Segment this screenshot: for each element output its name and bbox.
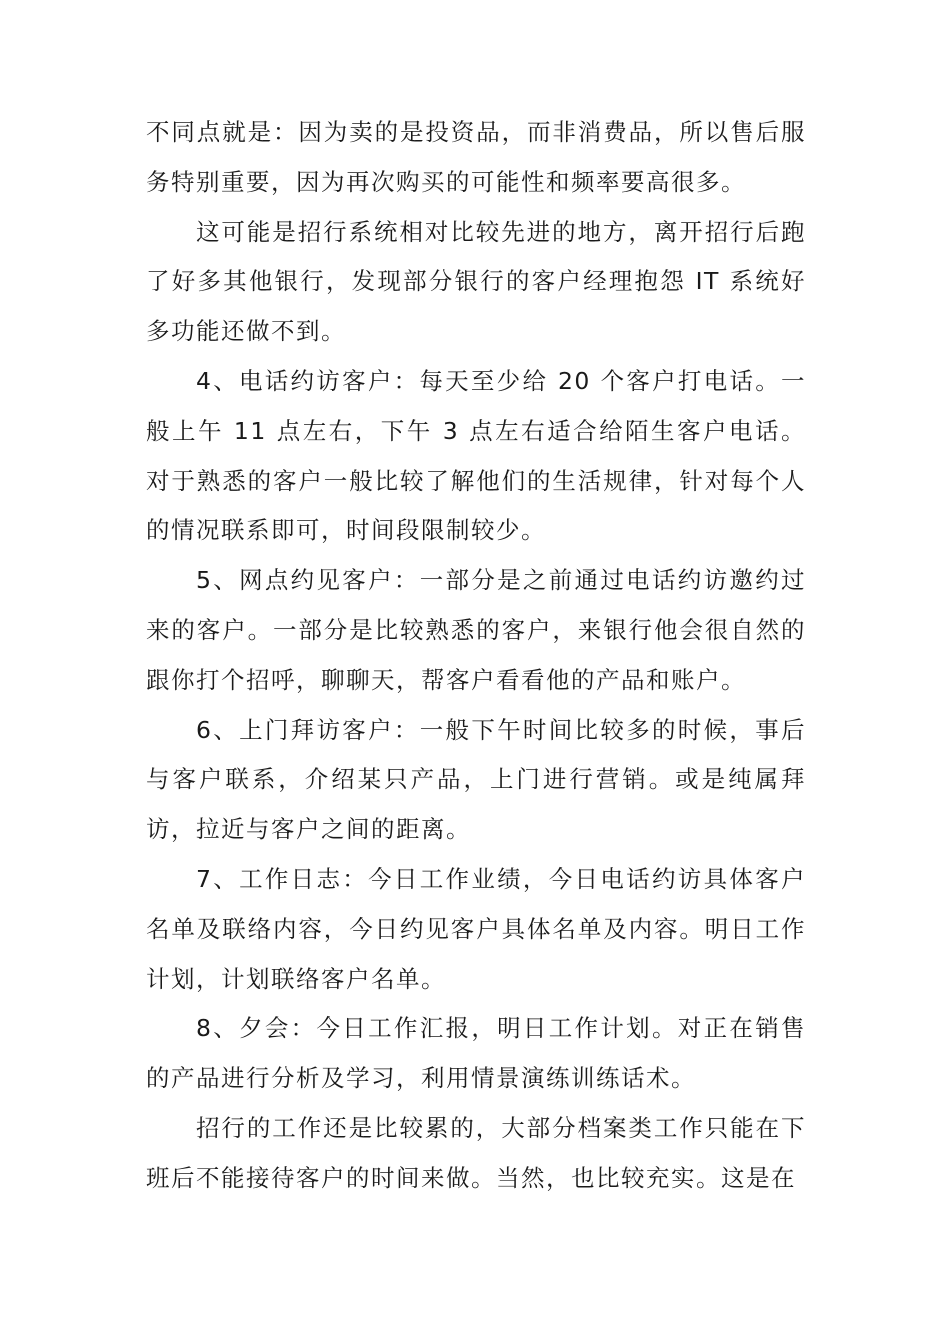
document-body <box>146 108 806 1204</box>
paragraph-it-system: 这可能是招行系统相对比较先进的地方，离开招行后跑了好多其他银行，发现部分银行的客户经理抱怨 IT 系统好多功能还做不到。 <box>146 217 806 346</box>
paragraph-after-sales: 不同点就是：因为卖的是投资品，而非消费品，所以售后服务特别重要，因为再次购买的可能性和频率要高很多。 <box>146 118 806 196</box>
paragraph-workload: 招行的工作还是比较累的，大部分档案类工作只能在下班后不能接待客户的时间来做。当然，也比较充实。这是在 <box>146 1113 806 1192</box>
paragraph-home-visits: 6、上门拜访客户：一般下午时间比较多的时候，事后与客户联系，介绍某只产品，上门进行营销。或是纯属拜访，拉近与客户之间的距离。 <box>146 715 806 844</box>
paragraph-branch-meetings: 5、网点约见客户：一部分是之前通过电话约访邀约过来的客户。一部分是比较熟悉的客户，来银行他会很自然的跟你打个招呼，聊聊天，帮客户看看他的产品和账户。 <box>146 566 806 694</box>
paragraph-work-log: 7、工作日志：今日工作业绩，今日电话约访具体客户名单及联络内容，今日约见客户具体名单及内容。明日工作计划，计划联络客户名单。 <box>146 864 806 993</box>
paragraph-evening-meeting: 8、夕会：今日工作汇报，明日工作计划。对正在销售的产品进行分析及学习，利用情景演练训练话术。 <box>146 1014 806 1093</box>
paragraph-phone-calls: 4、电话约访客户：每天至少给 20 个客户打电话。一般上午 11 点左右，下午 3 点左右适合给陌生客户电话。对于熟悉的客户一般比较了解他们的生活规律，针对每个人的情况联系即可，时间段限制较少。 <box>146 366 806 545</box>
